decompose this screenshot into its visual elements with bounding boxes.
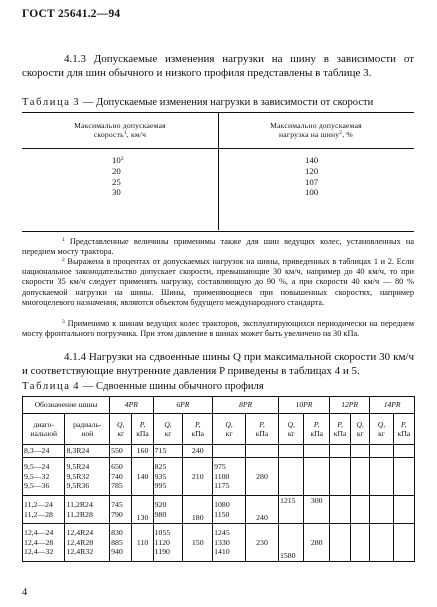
table4-q-cell: 825 935 995 xyxy=(153,458,183,496)
table4-row-group xyxy=(23,524,415,562)
table3-load-value: 120 xyxy=(305,165,319,176)
table4-q-cell xyxy=(278,458,303,496)
table4-p-cell: 180 xyxy=(183,496,213,524)
table4-head-p: P, кПа xyxy=(132,414,153,445)
table4-subheader-row xyxy=(23,414,415,445)
table4-empty-cell xyxy=(370,458,393,496)
table4-empty-cell xyxy=(351,524,370,562)
table4-head-q: Q, кг xyxy=(213,414,246,445)
table4-p-cell xyxy=(246,445,279,458)
table4-q-cell: 1245 1330 1410 xyxy=(213,524,246,562)
table4-head-p: P, кПа xyxy=(393,414,414,445)
table4-empty-cell xyxy=(393,458,414,496)
table4-diag-cell: 11,2—24 11,2—28 xyxy=(23,496,65,524)
table4-p-cell: 150 xyxy=(183,524,213,562)
table4-q-cell: 920 980 xyxy=(153,496,183,524)
table4-p-cell: 240 xyxy=(183,445,213,458)
table4-p-cell: 280 xyxy=(246,458,279,496)
table4-radial-cell: 11,2R24 11,2R28 xyxy=(65,496,110,524)
table4-empty-cell xyxy=(329,458,350,496)
table4-p-cell: 160 xyxy=(132,445,153,458)
table4-q-cell: 550 xyxy=(110,445,132,458)
table4-head-ply: 6PR xyxy=(153,397,212,414)
table3-speed-value: 20 xyxy=(112,165,121,176)
table4-q-cell: 1055 1120 1190 xyxy=(153,524,183,562)
table4-p-cell: 280 xyxy=(304,524,329,562)
table4-head-q: Q, кг xyxy=(110,414,132,445)
table4-head-p: P, кПа xyxy=(246,414,279,445)
table3-speed-value: 25 xyxy=(112,176,121,187)
table3-footnote-3: $^3$ Применимо к шинам ведущих колес тракторов, эксплуатирующихся периодически на переднем мосту фронтального погрузчика. При этом давление в шинах может быть увеличено на 30 кПа. xyxy=(22,319,414,339)
page-number: 4 xyxy=(22,587,28,598)
table4-empty-cell xyxy=(329,496,350,524)
table4-row-group xyxy=(23,445,415,458)
table4-empty-cell xyxy=(351,458,370,496)
table4-empty-cell xyxy=(393,524,414,562)
table4-head-designation: Обозначение шины xyxy=(23,397,110,414)
table4-head-radial: радиаль- ной xyxy=(65,414,110,445)
table4-p-cell xyxy=(304,458,329,496)
table3-footnote-1: $^1$ Представленные величины применимы также для шин ведущих колес, установленных на переднем мосту трактора. xyxy=(22,237,415,257)
table4-p-cell: 230 xyxy=(246,524,279,562)
table4-empty-cell xyxy=(393,496,414,524)
section-4-1-4-text: 4.1.4 Нагрузки на сдвоенные шины Q при максимальной скорости 30 км/ч и соответствующие внутренние давления P приведены в таблицах 4 и 5. xyxy=(22,351,414,377)
table3-load-value: 140 xyxy=(305,155,319,165)
table4-p-cell: 240 xyxy=(246,496,279,524)
table4-head-q: Q, кг xyxy=(153,414,183,445)
table4-q-cell: 1215 xyxy=(278,496,303,524)
table4-head-p: P, кПа xyxy=(183,414,213,445)
table4-empty-cell xyxy=(329,445,350,458)
table3-caption: Таблица 3 — Допускаемые изменения нагрузки в зависимости от скорости xyxy=(22,97,374,108)
table4-empty-cell xyxy=(370,496,393,524)
table3-footnote-2: $^2$ Выражена в процентах от допускаемых нагрузок на шины, приведенных в таблицах 1 и 2. Если национальное законодательство допускает скорости, превышающие 30 км/ч, например до 40 км/ч, то при скорости 35 км/ч следует применять нагрузку, составляющую до 90 %, а при скорости 40 км/ч — 80 % допускаемой нагрузки на шины. Шины, применяющиеся при повышенных скоростях, например многоцелевого назначения, являются объектом будущего международного стандарта. xyxy=(22,257,414,307)
table3-speed-value: $10^3$ xyxy=(112,155,124,165)
table3-speed-value: 30 xyxy=(112,187,121,198)
table4-empty-cell xyxy=(370,445,393,458)
table4-head-diagonal: диаго- нальной xyxy=(23,414,65,445)
table4-p-cell: 110 xyxy=(132,524,153,562)
table4-p-cell: 130 xyxy=(132,496,153,524)
table4-head-p: P, кПа xyxy=(329,414,350,445)
table4-q-cell: 745 790 xyxy=(110,496,132,524)
table4-empty-cell xyxy=(329,524,350,562)
table4 xyxy=(22,396,415,562)
table4-head-ply: 4PR xyxy=(110,397,154,414)
table4-p-cell: 210 xyxy=(183,458,213,496)
table3-load-value: 100 xyxy=(305,187,319,198)
table4-q-cell: 1080 1150 xyxy=(213,496,246,524)
document-header: ГОСТ 25641.2—94 xyxy=(22,8,121,20)
table4-empty-cell xyxy=(370,524,393,562)
table4-diag-cell: 9,5—24 9,5—32 9,5—36 xyxy=(23,458,65,496)
table3-header-divider xyxy=(22,148,414,149)
table3-header-speed: Максимально допускаемая скорость$^1$, км/ч xyxy=(74,121,166,140)
table4-q-cell: 715 xyxy=(153,445,183,458)
table4-q-cell: 1580 xyxy=(278,524,303,562)
table4-radial-cell: 12,4R24 12,4R28 12,4R32 xyxy=(65,524,110,562)
table4-head-q: Q, кг xyxy=(351,414,370,445)
table4-q-cell: 650 740 785 xyxy=(110,458,132,496)
table3-load-column xyxy=(305,155,345,198)
table4-empty-cell xyxy=(393,445,414,458)
table4-q-cell xyxy=(213,445,246,458)
table3-speed-column xyxy=(112,155,152,198)
table4-p-cell: 300 xyxy=(304,496,329,524)
table4-radial-cell: 9,5R24 9,5R32 9,5R36 xyxy=(65,458,110,496)
table4-empty-cell xyxy=(351,496,370,524)
table4-head-q: Q, кг xyxy=(278,414,303,445)
table4-head-p: P, кПа xyxy=(304,414,329,445)
table4-header-row xyxy=(23,397,415,414)
table4-head-q: Q, кг xyxy=(370,414,393,445)
table4-head-ply: 12PR xyxy=(329,397,369,414)
table4-diag-cell: 8,3—24 xyxy=(23,445,65,458)
table4-radial-cell: 8,3R24 xyxy=(65,445,110,458)
table4-head-ply: 8PR xyxy=(213,397,279,414)
table4-q-cell: 975 1100 1175 xyxy=(213,458,246,496)
table4-q-cell xyxy=(278,445,303,458)
table4-diag-cell: 12,4—24 12,4—28 12,4—32 xyxy=(23,524,65,562)
table4-head-ply: 10PR xyxy=(278,397,329,414)
table3-load-value: 107 xyxy=(305,176,319,187)
table4-p-cell: 140 xyxy=(132,458,153,496)
table4-row-group xyxy=(23,496,415,524)
table4-empty-cell xyxy=(351,445,370,458)
table4-p-cell xyxy=(304,445,329,458)
table3-header-load: Максимально допускаемая нагрузка на шину$^2$, % xyxy=(270,121,362,140)
table4-caption: Таблица 4 — Сдвоенные шины обычного профиля xyxy=(22,381,264,392)
table4-row-group xyxy=(23,458,415,496)
table4-head-ply: 14PR xyxy=(370,397,415,414)
section-4-1-3-text: 4.1.3 Допускаемые изменения нагрузки на шину в зависимости от скорости для шин обычного и низкого профиля представлены в таблице 3. xyxy=(22,53,414,79)
table4-q-cell: 830 885 940 xyxy=(110,524,132,562)
